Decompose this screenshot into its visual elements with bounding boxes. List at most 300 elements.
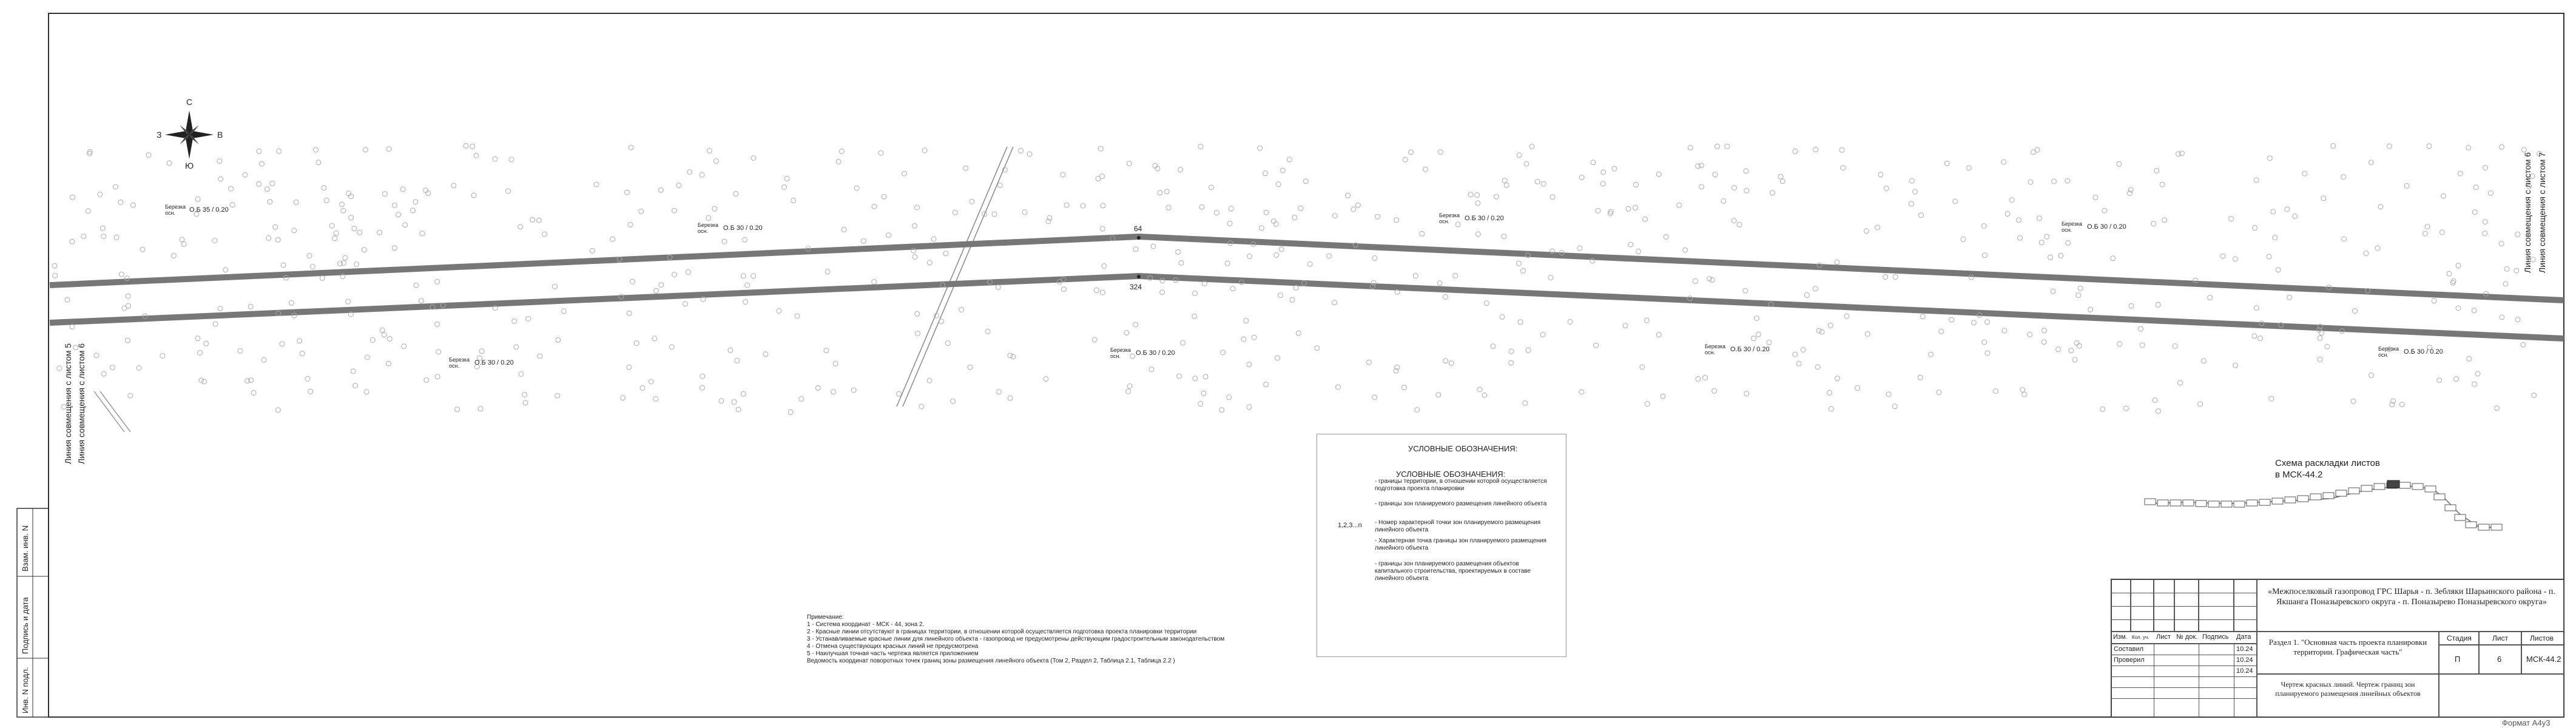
tree-symbol [2233, 257, 2237, 261]
tree-symbol [712, 206, 717, 211]
tree-symbol [341, 261, 346, 266]
tree-symbol [1315, 346, 1320, 351]
legend-item: - Номер характерной точки зон планируемого размещения линейного объекта [1375, 519, 1541, 533]
tree-symbol [719, 399, 724, 403]
tree-symbol [2521, 147, 2526, 152]
tree-symbol [289, 300, 294, 305]
tree-symbol [2009, 198, 2014, 203]
tree-symbol [380, 328, 385, 332]
tree-symbol [2193, 278, 2198, 283]
tree-symbol [365, 355, 369, 360]
tree-symbol [430, 305, 435, 309]
tb-sheet-label: Лист [2492, 634, 2509, 642]
format-label: Формат А4у3 [2502, 718, 2551, 727]
tree-symbol [260, 161, 265, 166]
tree-symbol [440, 303, 445, 308]
tree-symbol [922, 148, 927, 153]
tree-symbol [1643, 217, 1648, 221]
tree-symbol [1047, 215, 1052, 220]
tb-date: 10.24 [2236, 656, 2253, 664]
tree-symbol [382, 192, 387, 197]
tree-symbol [1816, 328, 1821, 333]
tree-symbol [1096, 176, 1101, 181]
tree-symbol [1276, 182, 1281, 187]
tree-symbol [2427, 144, 2432, 149]
tree-symbol [464, 143, 468, 148]
tree-symbol [474, 153, 479, 158]
tree-symbol [1526, 348, 1531, 352]
tree-symbol [2254, 305, 2259, 310]
tree-symbol [791, 198, 796, 203]
tree-symbol [377, 230, 382, 235]
tree-symbol [700, 374, 705, 379]
tree-symbol [1743, 288, 1748, 293]
tree-symbol [1715, 144, 1720, 149]
tree-symbol [1151, 244, 1156, 249]
tree-symbol [741, 391, 746, 396]
tree-symbol [340, 274, 345, 279]
tree-symbol [94, 353, 99, 358]
tree-symbol [195, 336, 200, 341]
tree-symbol [1628, 242, 1633, 247]
tree-symbol [202, 379, 207, 384]
tree-symbol [2483, 220, 2487, 224]
tree-symbol [2128, 191, 2133, 196]
tree-symbol [346, 299, 351, 304]
tree-symbol [2254, 178, 2259, 183]
tree-symbol [1420, 231, 1425, 236]
tb-stage: П [2455, 655, 2461, 664]
tree-symbol [872, 280, 877, 285]
tree-symbol [1148, 275, 1153, 280]
tree-symbol [2532, 393, 2537, 398]
tree-symbol [1918, 213, 1923, 218]
tree-symbol [292, 228, 297, 233]
tree-symbol [1755, 316, 1759, 321]
tb-role-composed: Составил [2114, 645, 2144, 653]
tree-symbol [2439, 230, 2444, 235]
tree-symbol [2139, 326, 2143, 331]
tree-symbol [130, 203, 135, 207]
legend-item: - Характерная точка границы зон планируемого размещения линейного объекта [1375, 538, 1546, 551]
tree-symbol [1178, 167, 1183, 172]
tree-symbol [2390, 402, 2395, 407]
tree-symbol [1961, 237, 1966, 241]
tree-symbol [1475, 193, 1480, 198]
tree-symbol [1500, 314, 1505, 319]
tree-symbol [919, 404, 924, 409]
tree-symbol [451, 183, 456, 188]
tree-symbol [1192, 314, 1197, 318]
tree-symbol [2365, 288, 2370, 293]
tb-header-list: Лист [2156, 633, 2171, 641]
tree-symbol [218, 306, 223, 311]
tree-symbol [146, 153, 151, 158]
tree-symbol [128, 393, 133, 398]
tree-symbol [2208, 295, 2213, 300]
tree-symbol [307, 254, 312, 258]
tree-symbol [1699, 184, 1704, 189]
tree-symbol [386, 361, 391, 366]
tree-symbol [294, 200, 298, 204]
tree-symbol [1355, 203, 1360, 207]
tree-symbol [1817, 263, 1822, 268]
tree-symbol [945, 341, 950, 346]
tree-symbol [343, 255, 348, 260]
tree-symbol [1008, 396, 1013, 400]
tree-symbol [2179, 151, 2184, 156]
tree-symbol [275, 408, 280, 413]
tree-symbol [1707, 277, 1712, 281]
tree-symbol [672, 272, 677, 277]
tree-symbol [1780, 179, 1785, 184]
tree-symbol [700, 172, 704, 177]
tree-symbol [927, 378, 932, 383]
tree-symbol [353, 383, 358, 388]
tree-symbol [2162, 218, 2167, 223]
tb-header-sign: Подпись [2202, 633, 2229, 641]
tree-symbol [1550, 195, 1555, 200]
tree-symbol [2056, 347, 2061, 352]
tree-symbol [523, 400, 528, 405]
tree-symbol [2327, 285, 2332, 290]
tree-symbol [1778, 174, 1783, 179]
tree-symbol [364, 389, 369, 394]
tree-symbol [2456, 263, 2461, 268]
tree-symbol [1878, 172, 1883, 177]
tree-symbol [831, 389, 836, 394]
tree-symbol [1892, 404, 1897, 409]
tree-symbol [1158, 190, 1162, 195]
tree-symbol [512, 318, 517, 323]
tree-symbol [70, 325, 75, 329]
tree-symbol [1744, 188, 1749, 193]
tree-symbol [348, 312, 353, 317]
tree-symbol [1484, 301, 1489, 306]
tree-symbol [1198, 402, 1203, 406]
tree-symbol [700, 385, 704, 390]
tree-symbol [1696, 377, 1701, 382]
tree-symbol [1403, 157, 1408, 162]
tree-symbol [2279, 323, 2284, 328]
tree-symbol [1203, 374, 1208, 379]
tree-symbol [1737, 222, 1742, 227]
tree-symbol [2369, 160, 2373, 165]
tree-symbol [340, 202, 345, 207]
tree-symbol [300, 351, 305, 356]
tree-symbol [1815, 365, 1820, 369]
tree-symbol [1796, 361, 1801, 366]
tree-symbol [667, 255, 672, 260]
tree-symbol [1230, 286, 1235, 291]
tree-symbol [124, 276, 129, 281]
tree-symbol [1844, 314, 1849, 318]
tree-symbol [1336, 385, 1341, 389]
tree-symbol [1596, 208, 1600, 213]
tree-symbol [419, 298, 423, 303]
tree-symbol [1370, 284, 1375, 289]
tree-symbol [2129, 303, 2134, 308]
tree-symbol [1214, 211, 1219, 215]
point-324-label: 324 [1130, 283, 1142, 291]
tree-symbol [310, 265, 315, 269]
tree-symbol [1395, 365, 1400, 370]
tree-symbol [1176, 249, 1181, 254]
tree-symbol [2111, 256, 2116, 261]
tree-symbol [1559, 251, 1564, 255]
tree-symbol [968, 365, 973, 369]
tree-symbol [706, 215, 711, 220]
tree-symbol [2117, 342, 2122, 346]
tree-symbol [1949, 317, 1954, 322]
legend-item: - границы зон планируемого размещения линейного объекта [1375, 500, 1547, 507]
tree-symbol [2399, 402, 2404, 407]
tree-symbol [536, 218, 541, 223]
tree-symbol [553, 284, 558, 289]
forest-label: Березка осн. [698, 222, 718, 234]
tree-symbol [627, 365, 632, 369]
tree-symbol [1677, 203, 1682, 207]
tree-symbol [1929, 352, 1934, 357]
legend-title: УСЛОВНЫЕ ОБОЗНАЧЕНИЯ: [1408, 444, 1518, 453]
tree-symbol [882, 194, 886, 199]
tree-symbol [1263, 171, 1268, 176]
tree-symbol [435, 322, 440, 327]
tree-symbol [1018, 148, 1023, 153]
tree-symbol [324, 198, 329, 203]
tree-symbol [1221, 350, 1226, 355]
tree-symbol [1886, 392, 1891, 397]
tree-symbol [1252, 335, 1256, 340]
tree-symbol [1835, 376, 1840, 381]
tree-symbol [1504, 183, 1509, 187]
tree-symbol [1770, 190, 1775, 195]
tree-symbol [1202, 281, 1207, 286]
tree-symbol [654, 288, 659, 293]
tree-symbol [297, 339, 302, 343]
tree-symbol [2369, 373, 2374, 378]
tree-symbol [2325, 344, 2330, 349]
tree-symbol [2102, 208, 2107, 213]
tree-symbol [1351, 207, 1356, 212]
tree-symbol [1875, 225, 1880, 230]
side-stamp-orig: Инв. N подл. [21, 667, 30, 713]
tree-symbol [320, 275, 325, 280]
tree-symbol [628, 222, 633, 227]
tree-symbol [403, 223, 408, 228]
legend-subtitle: УСЛОВНЫЕ ОБОЗНАЧЕНИЯ: [1396, 470, 1506, 479]
tb-section: Раздел 1. "Основная часть проекта планировки территории. Графическая часть" [2268, 638, 2427, 656]
tree-symbol [1302, 281, 1307, 286]
tree-symbol [542, 232, 547, 237]
tree-symbol [1982, 340, 1987, 345]
tree-symbol [1332, 300, 1337, 305]
tree-symbol [1209, 185, 1214, 190]
match-line-right-a: Линия совмещения с листом 6 [2523, 152, 2532, 273]
tree-symbol [897, 391, 902, 396]
tree-symbol [2387, 144, 2392, 149]
tree-symbol [683, 302, 687, 306]
tree-symbol [2378, 204, 2383, 209]
tree-symbol [2001, 160, 2006, 164]
tree-symbol [939, 319, 944, 324]
tree-symbol [251, 391, 256, 396]
tree-symbol [1179, 260, 1184, 265]
tree-symbol [370, 338, 375, 343]
tree-symbol [686, 270, 691, 275]
tree-symbol [2331, 143, 2336, 148]
tree-symbol [915, 331, 920, 336]
tree-symbol [1401, 385, 1406, 390]
tree-symbol [1525, 253, 1530, 258]
tree-symbol [2447, 271, 2452, 276]
tree-symbol [707, 148, 712, 153]
tree-symbol [110, 365, 115, 370]
tree-symbol [2028, 180, 2033, 184]
compass-south: Ю [185, 161, 194, 170]
tree-symbol [2339, 329, 2344, 334]
tree-symbol [2088, 307, 2093, 312]
tree-symbol [621, 396, 625, 400]
tree-symbol [280, 342, 285, 346]
tree-symbol [1756, 332, 1761, 337]
tree-symbol [1541, 181, 1546, 186]
tree-symbol [833, 361, 838, 366]
tree-symbol [1008, 353, 1013, 358]
tree-symbol [2472, 210, 2477, 215]
tree-symbol [653, 396, 658, 401]
tree-symbol [2500, 315, 2504, 320]
tree-symbol [1509, 360, 1514, 365]
tree-symbol [982, 212, 987, 217]
tree-symbol [1579, 389, 1584, 394]
tree-symbol [1332, 214, 1337, 218]
tree-symbol [1062, 287, 1067, 292]
tree-symbol [996, 389, 1001, 394]
tree-symbol [382, 332, 386, 337]
tree-symbol [137, 366, 141, 371]
tree-symbol [1193, 291, 1198, 296]
tree-symbol [2020, 388, 2025, 393]
tree-symbol [1375, 214, 1380, 219]
tree-symbol [1731, 218, 1736, 223]
compass-west: З [157, 130, 162, 140]
tree-symbol [1813, 286, 1818, 291]
tree-symbol [257, 181, 261, 186]
tree-symbol [275, 237, 280, 242]
tree-symbol [1438, 150, 1443, 155]
tree-symbol [2302, 171, 2307, 176]
tree-symbol [1768, 302, 1773, 307]
match-line-left-b: Линия совмещения с листом 6 [76, 343, 86, 464]
tree-symbol [1985, 320, 1990, 325]
tree-symbol [658, 187, 663, 192]
tree-symbol [396, 212, 401, 217]
forest-formula: О.Б 30 / 0.20 [2404, 348, 2443, 356]
tree-symbol [2048, 255, 2053, 260]
tree-symbol [265, 187, 269, 192]
tree-symbol [2458, 171, 2463, 176]
tree-symbol [839, 149, 844, 154]
tree-symbol [1247, 405, 1252, 410]
tree-symbol [784, 176, 789, 181]
tree-symbol [98, 192, 103, 197]
tree-symbol [2052, 179, 2057, 184]
tree-symbol [479, 349, 484, 354]
forest-label: Березка осн. [1439, 212, 1460, 224]
tree-symbol [795, 314, 800, 318]
tree-symbol [2441, 194, 2446, 198]
tree-symbol [1092, 337, 1097, 342]
tree-symbol [2156, 302, 2160, 307]
tree-symbol [1166, 205, 1171, 210]
tree-symbol [1664, 235, 1668, 240]
tree-symbol [1274, 252, 1279, 257]
tree-symbol [2042, 340, 2046, 345]
tree-symbol [1793, 149, 1798, 153]
tree-symbol [610, 237, 615, 241]
tree-symbol [1064, 203, 1069, 207]
tree-symbol [2045, 234, 2049, 239]
tree-symbol [1835, 260, 1839, 265]
tree-symbol [316, 160, 321, 165]
tree-symbol [777, 309, 781, 314]
tree-symbol [988, 280, 993, 285]
tree-symbol [424, 378, 429, 383]
point-64-label: 64 [1134, 224, 1142, 233]
tree-symbol [2375, 246, 2380, 251]
tree-symbol [1133, 247, 1138, 252]
tree-symbol [2475, 371, 2480, 376]
tree-symbol [493, 306, 497, 311]
tree-symbol [2176, 152, 2181, 157]
tree-symbol [676, 183, 681, 188]
tree-symbol [493, 157, 497, 161]
notes [807, 614, 1232, 665]
tree-symbol [1423, 167, 1428, 172]
tree-symbol [1703, 376, 1708, 380]
forest-formula: О.Б 30 / 0.20 [723, 224, 763, 232]
tree-symbol [1227, 395, 1232, 400]
tree-symbol [212, 238, 217, 243]
tree-symbol [1600, 181, 1605, 186]
tree-symbol [1804, 292, 1809, 297]
tree-symbol [436, 349, 441, 354]
tree-symbol [1327, 254, 1332, 258]
tree-symbol [2483, 166, 2488, 170]
tree-symbol [387, 337, 392, 342]
legend-item: - границы территории, в отношении которой осуществляется подготовка проекта планировки [1375, 478, 1547, 492]
tree-symbol [1521, 268, 1526, 273]
tree-symbol [2037, 216, 2042, 221]
tree-symbol [1264, 210, 1269, 215]
tree-symbol [2078, 286, 2083, 291]
tree-symbol [851, 388, 856, 393]
legend [1317, 434, 1566, 657]
tree-symbol [1517, 153, 1522, 158]
tree-symbol [2454, 377, 2459, 382]
tree-symbol [354, 262, 359, 267]
forest-label: Березка осн. [2378, 346, 2399, 358]
tree-symbol [1395, 289, 1400, 294]
tree-symbol [2220, 254, 2225, 258]
tree-symbol [1696, 164, 1701, 169]
title-block [2111, 579, 2564, 717]
tree-symbol [125, 338, 130, 343]
tree-symbol [1712, 388, 1717, 393]
tree-symbol [1258, 146, 1263, 150]
tree-symbol [2093, 195, 2098, 200]
